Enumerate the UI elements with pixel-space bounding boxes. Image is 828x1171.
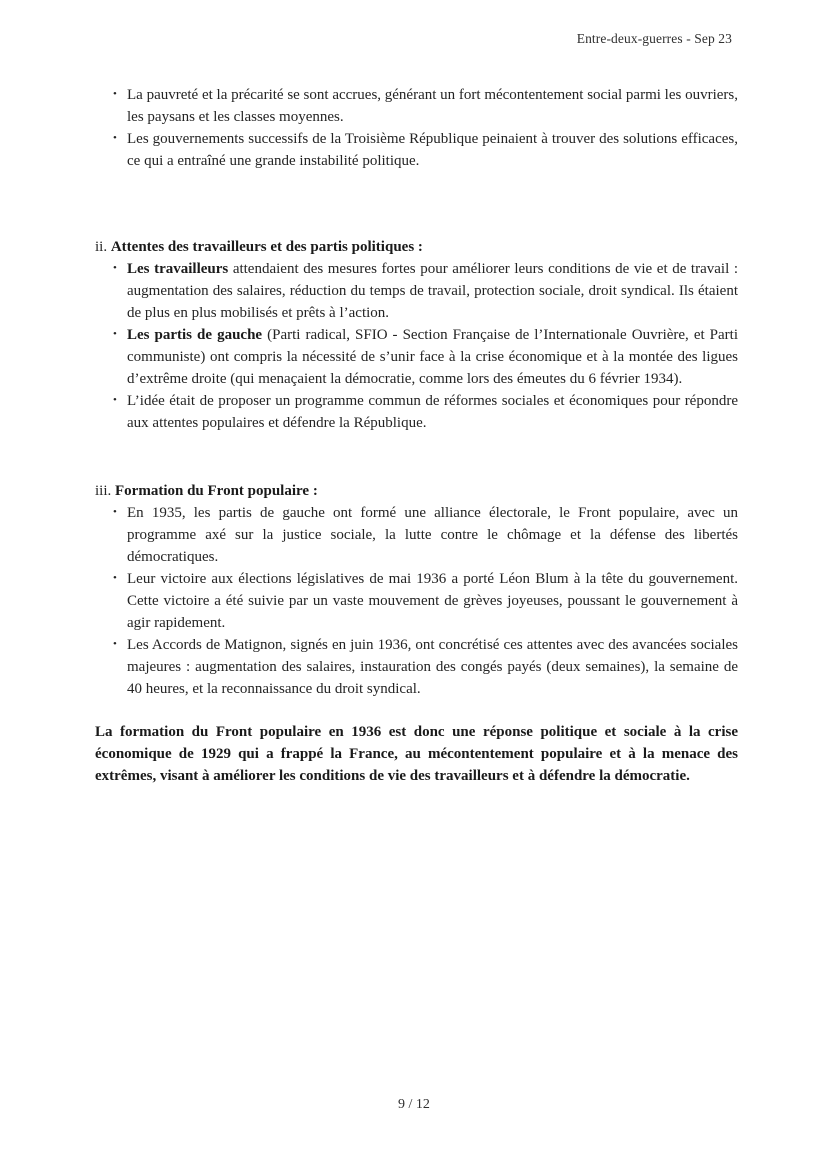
list-item: [95, 84, 738, 128]
bullet-icon: •: [113, 638, 117, 650]
item-text: En 1935, les partis de gauche ont formé une alliance électorale, le Front populaire, avec un programme axé sur la justice sociale, la lutte contre le chômage et la défense des libertés démocratiques.: [127, 505, 738, 565]
section-heading-ii: [95, 236, 738, 258]
bullet-icon: •: [113, 88, 117, 100]
page-number: 9 / 12: [398, 1097, 430, 1112]
document-content: [95, 84, 738, 787]
heading-number: iii.: [95, 483, 116, 499]
item-text: L’idée était de proposer un programme commun de réformes sociales et économiques pour répondre aux attentes populaires et défendre la République.: [127, 393, 738, 431]
bullet-icon: •: [113, 394, 117, 406]
bullet-icon: •: [113, 132, 117, 144]
item-text: (Parti radical, SFIO - Section Française de l’Internationale Ouvrière, et Parti communiste) ont compris la nécessité de s’unir face à la crise économique et à la montée des ligues d’extrême droite (qui menaçaient la démocratie, comme lors des émeutes du 6 février 1934).: [127, 327, 738, 387]
bullet-icon: •: [113, 506, 117, 518]
item-text: Leur victoire aux élections législatives de mai 1936 a porté Léon Blum à la tête du gouvernement. Cette victoire a été suivie par un vaste mouvement de grèves joyeuses, poussant le gouvernement à agir rapidement.: [127, 571, 738, 631]
item-text: Les Accords de Matignon, signés en juin 1936, ont concrétisé ces attentes avec des avancées sociales majeures : augmentation des salaires, instauration des congés payés (deux semaines), la semaine de 40 heures, et la reconnaissance du droit syndical.: [127, 637, 738, 697]
heading-text: Formation du Front populaire :: [115, 483, 318, 499]
list-item: [95, 324, 738, 390]
list-item: [95, 128, 738, 172]
heading-text: Attentes des travailleurs et des partis politiques :: [110, 239, 423, 255]
item-text: Les gouvernements successifs de la Troisième République peinaient à trouver des solutions efficaces, ce qui a entraîné une grande instabilité politique.: [127, 131, 738, 169]
conclusion-paragraph: La formation du Front populaire en 1936 est donc une réponse politique et sociale à la crise économique de 1929 qui a frappé la France, au mécontentement populaire et à la menace des extrêmes, visant à améliorer les conditions de vie des travailleurs et à défendre la démocratie.: [95, 724, 738, 784]
list-item: [95, 390, 738, 434]
item-text: La pauvreté et la précarité se sont accrues, générant un fort mécontentement social parmi les ouvriers, les paysans et les classes moyennes.: [127, 87, 738, 125]
list-item: [95, 258, 738, 324]
section-heading-iii: [95, 480, 738, 502]
bullet-icon: •: [113, 328, 117, 340]
heading-number: ii.: [95, 239, 111, 255]
list-item: [95, 568, 738, 634]
item-bold-lead: Les partis de gauche: [127, 327, 263, 343]
list-item: [95, 502, 738, 568]
bullet-list-formation: [95, 502, 738, 700]
bullet-icon: •: [113, 572, 117, 584]
bullet-list-crisis: [95, 84, 738, 172]
bullet-icon: •: [113, 262, 117, 274]
bullet-list-attentes: [95, 258, 738, 434]
list-item: [95, 634, 738, 700]
item-bold-lead: Les travailleurs: [127, 261, 229, 277]
page-header-date: Entre-deux-guerres - Sep 23: [576, 31, 732, 46]
item-text: attendaient des mesures fortes pour améliorer leurs conditions de vie et de travail : augmentation des salaires, réduction du temps de travail, protection sociale, droit syndical. Ils étaient de plus en plus mobilisés et prêts à l’action.: [127, 261, 738, 321]
